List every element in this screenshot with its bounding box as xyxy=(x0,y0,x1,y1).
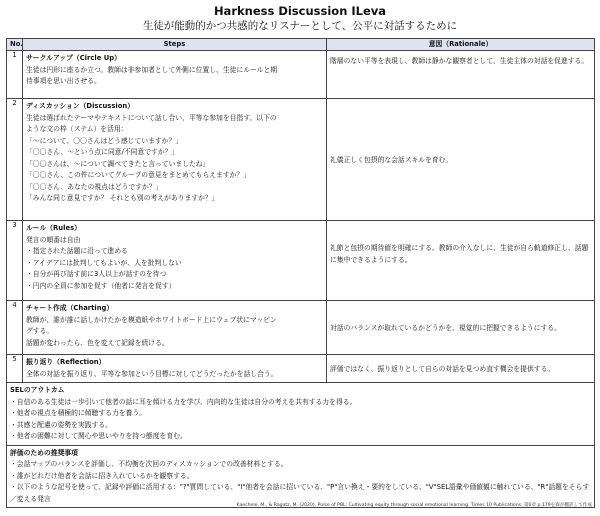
step-line: 「みんな同じ意見ですか？ それとも別の考えがありますか？」 xyxy=(26,194,219,202)
step-cell xyxy=(23,51,327,99)
step-line: 「〇〇さんは、〜について調べてきたと言っていましたね」 xyxy=(26,159,210,168)
evaluation-title: 評価のための推奨事項 xyxy=(10,448,78,457)
sel-outcome-item: ・他者の困難に対して関心や思いやりを持つ態度を育む。 xyxy=(10,432,187,440)
row-number: 3 xyxy=(7,221,23,301)
step-cell xyxy=(23,221,327,301)
sel-outcomes-cell xyxy=(7,383,595,446)
step-line: 「〜について、〇〇さんはどう感じていますか？」 xyxy=(26,136,183,145)
step-line: ような文の枠（ステム）を活用： xyxy=(26,125,128,133)
step-line: 「〇〇さん、この件についてグループの意見をまとめてもらえますか？」 xyxy=(26,171,251,179)
document-subtitle: 生徒が能動的かつ共感的なリスナーとして、公平に対話するために xyxy=(142,20,458,32)
sel-outcome-item: ・共感と配慮の姿勢を実践する。 xyxy=(10,420,112,429)
sel-outcomes-title: SELのアウトカム xyxy=(10,386,65,394)
table-row-3 xyxy=(7,221,595,301)
evaluation-item: ・以下のような記号を使って、記録や評価に活用する："?"質問している、"I"他者を会話に招いている、"P"言い換え・要約をしている、"V"SEL語彙や価値観に触れている、"R"話題をそらす／変える発言 xyxy=(10,483,590,503)
table-row-1 xyxy=(7,51,595,99)
step-line: 発言の順番は自由 xyxy=(26,235,81,244)
header-steps: Steps xyxy=(23,39,327,51)
table-row-4 xyxy=(7,301,595,355)
header-rationale: 意図（Rationale） xyxy=(327,39,595,51)
rationale-text: 対話のバランスが取れているかどうかを、視覚的に把握できるようにする。 xyxy=(330,324,561,333)
step-line: ・自分が再び話す前に3人以上が話すのを待つ xyxy=(26,270,167,278)
step-title: ルール（Rules） xyxy=(26,224,81,232)
rationale-cell xyxy=(327,99,595,221)
step-cell xyxy=(23,355,327,383)
step-cell xyxy=(23,301,327,355)
rationale-text: 評価ではなく、振り返りとして自らの対話を見つめ直す機会を提供する。 xyxy=(330,365,555,374)
step-title: ディスカッション（Discussion） xyxy=(26,102,135,110)
document-title: Harkness Discussion ILeva xyxy=(213,4,387,18)
step-line: 待事項を思い出させる。 xyxy=(26,77,101,85)
rationale-text: 礼儀正しく包摂的な会話スキルを育む。 xyxy=(330,156,453,165)
step-title: サークルアップ（Circle Up） xyxy=(26,54,121,62)
table-header-row xyxy=(7,39,595,51)
rationale-cell: 階層のない平等を表現し、教師は静かな観察者として、生徒主体の対話を促進する。 xyxy=(327,51,595,99)
evaluation-cell xyxy=(7,445,595,508)
step-line: ・指定された話題に沿って進める xyxy=(26,247,128,255)
evaluation-item: ・会話マップのバランスを評価し、不均衡を次回のディスカッションでの改善材料とする。 xyxy=(10,460,288,468)
step-line: 「〇〇さん、あなたの視点はどうですか？」 xyxy=(26,182,163,191)
step-title: 振り返り（Reflection） xyxy=(26,358,106,366)
sel-outcomes-row xyxy=(7,383,595,446)
step-line: グする。 xyxy=(26,327,54,335)
sel-outcome-item: ・自信のある生徒は一歩引いて他者の話に耳を傾ける力を学び、内向的な生徒は自分の考えを共有する力を得る。 xyxy=(10,397,357,406)
step-line: ・アイデアには批判してもよいが、人を批判しない xyxy=(26,258,182,267)
step-line: 全体の対話を振り返り、平等な参加という目標に対してどうだったかを話し合う。 xyxy=(26,369,278,378)
row-number: 1 xyxy=(7,51,23,99)
rationale-cell xyxy=(327,301,595,355)
citation-text: Kaechele, M., & Ragatz, M. (2020). Pulse of PBL: Cultivating equity through social emotional learning. Times 10 Publications. 第6章 p.179を森が翻訳して作成 xyxy=(236,503,592,508)
rationale-cell: 礼節と包摂の期待値を明確にする。教師の介入なしに、生徒が自ら軌道修正し、話題に集中できるようにする。 xyxy=(327,221,595,301)
evaluation-item: ・誰がどれだけ他者を会話に招き入れているかを観察する。 xyxy=(10,471,194,480)
rationale-cell xyxy=(327,355,595,383)
step-cell xyxy=(23,99,327,221)
step-line: 生徒は選ばれたテーマやテキストについて話し合い、平等な参加を目指す。以下の xyxy=(26,113,277,122)
row-number: 5 xyxy=(7,355,23,383)
header-no: No. xyxy=(7,39,23,51)
table-row-2 xyxy=(7,99,595,221)
step-line: 話題が変わったら、色を変えて記録を続ける。 xyxy=(26,338,169,347)
evaluation-row xyxy=(7,445,595,508)
row-number: 4 xyxy=(7,301,23,355)
step-line: 教師が、誰が誰に話しかけたかを模造紙やホワイトボード上にウェブ状にマッピン xyxy=(26,315,277,324)
sel-outcome-item: ・他者の視点を積極的に傾聴する力を養う。 xyxy=(10,409,146,417)
step-title: チャート作成（Charting） xyxy=(26,304,114,312)
step-line: 「〇〇さん、〜という点に同意/不同意ですか？」 xyxy=(26,148,179,156)
step-line: ・円内の全員に参加を促す（他者に発言を促す） xyxy=(26,281,176,290)
step-line: 生徒は円形に座るか立つ。教師は非参加者として外側に位置し、生徒にルールと期 xyxy=(26,65,278,74)
table-row-5 xyxy=(7,355,595,383)
row-number: 2 xyxy=(7,99,23,221)
harkness-table xyxy=(6,38,595,508)
